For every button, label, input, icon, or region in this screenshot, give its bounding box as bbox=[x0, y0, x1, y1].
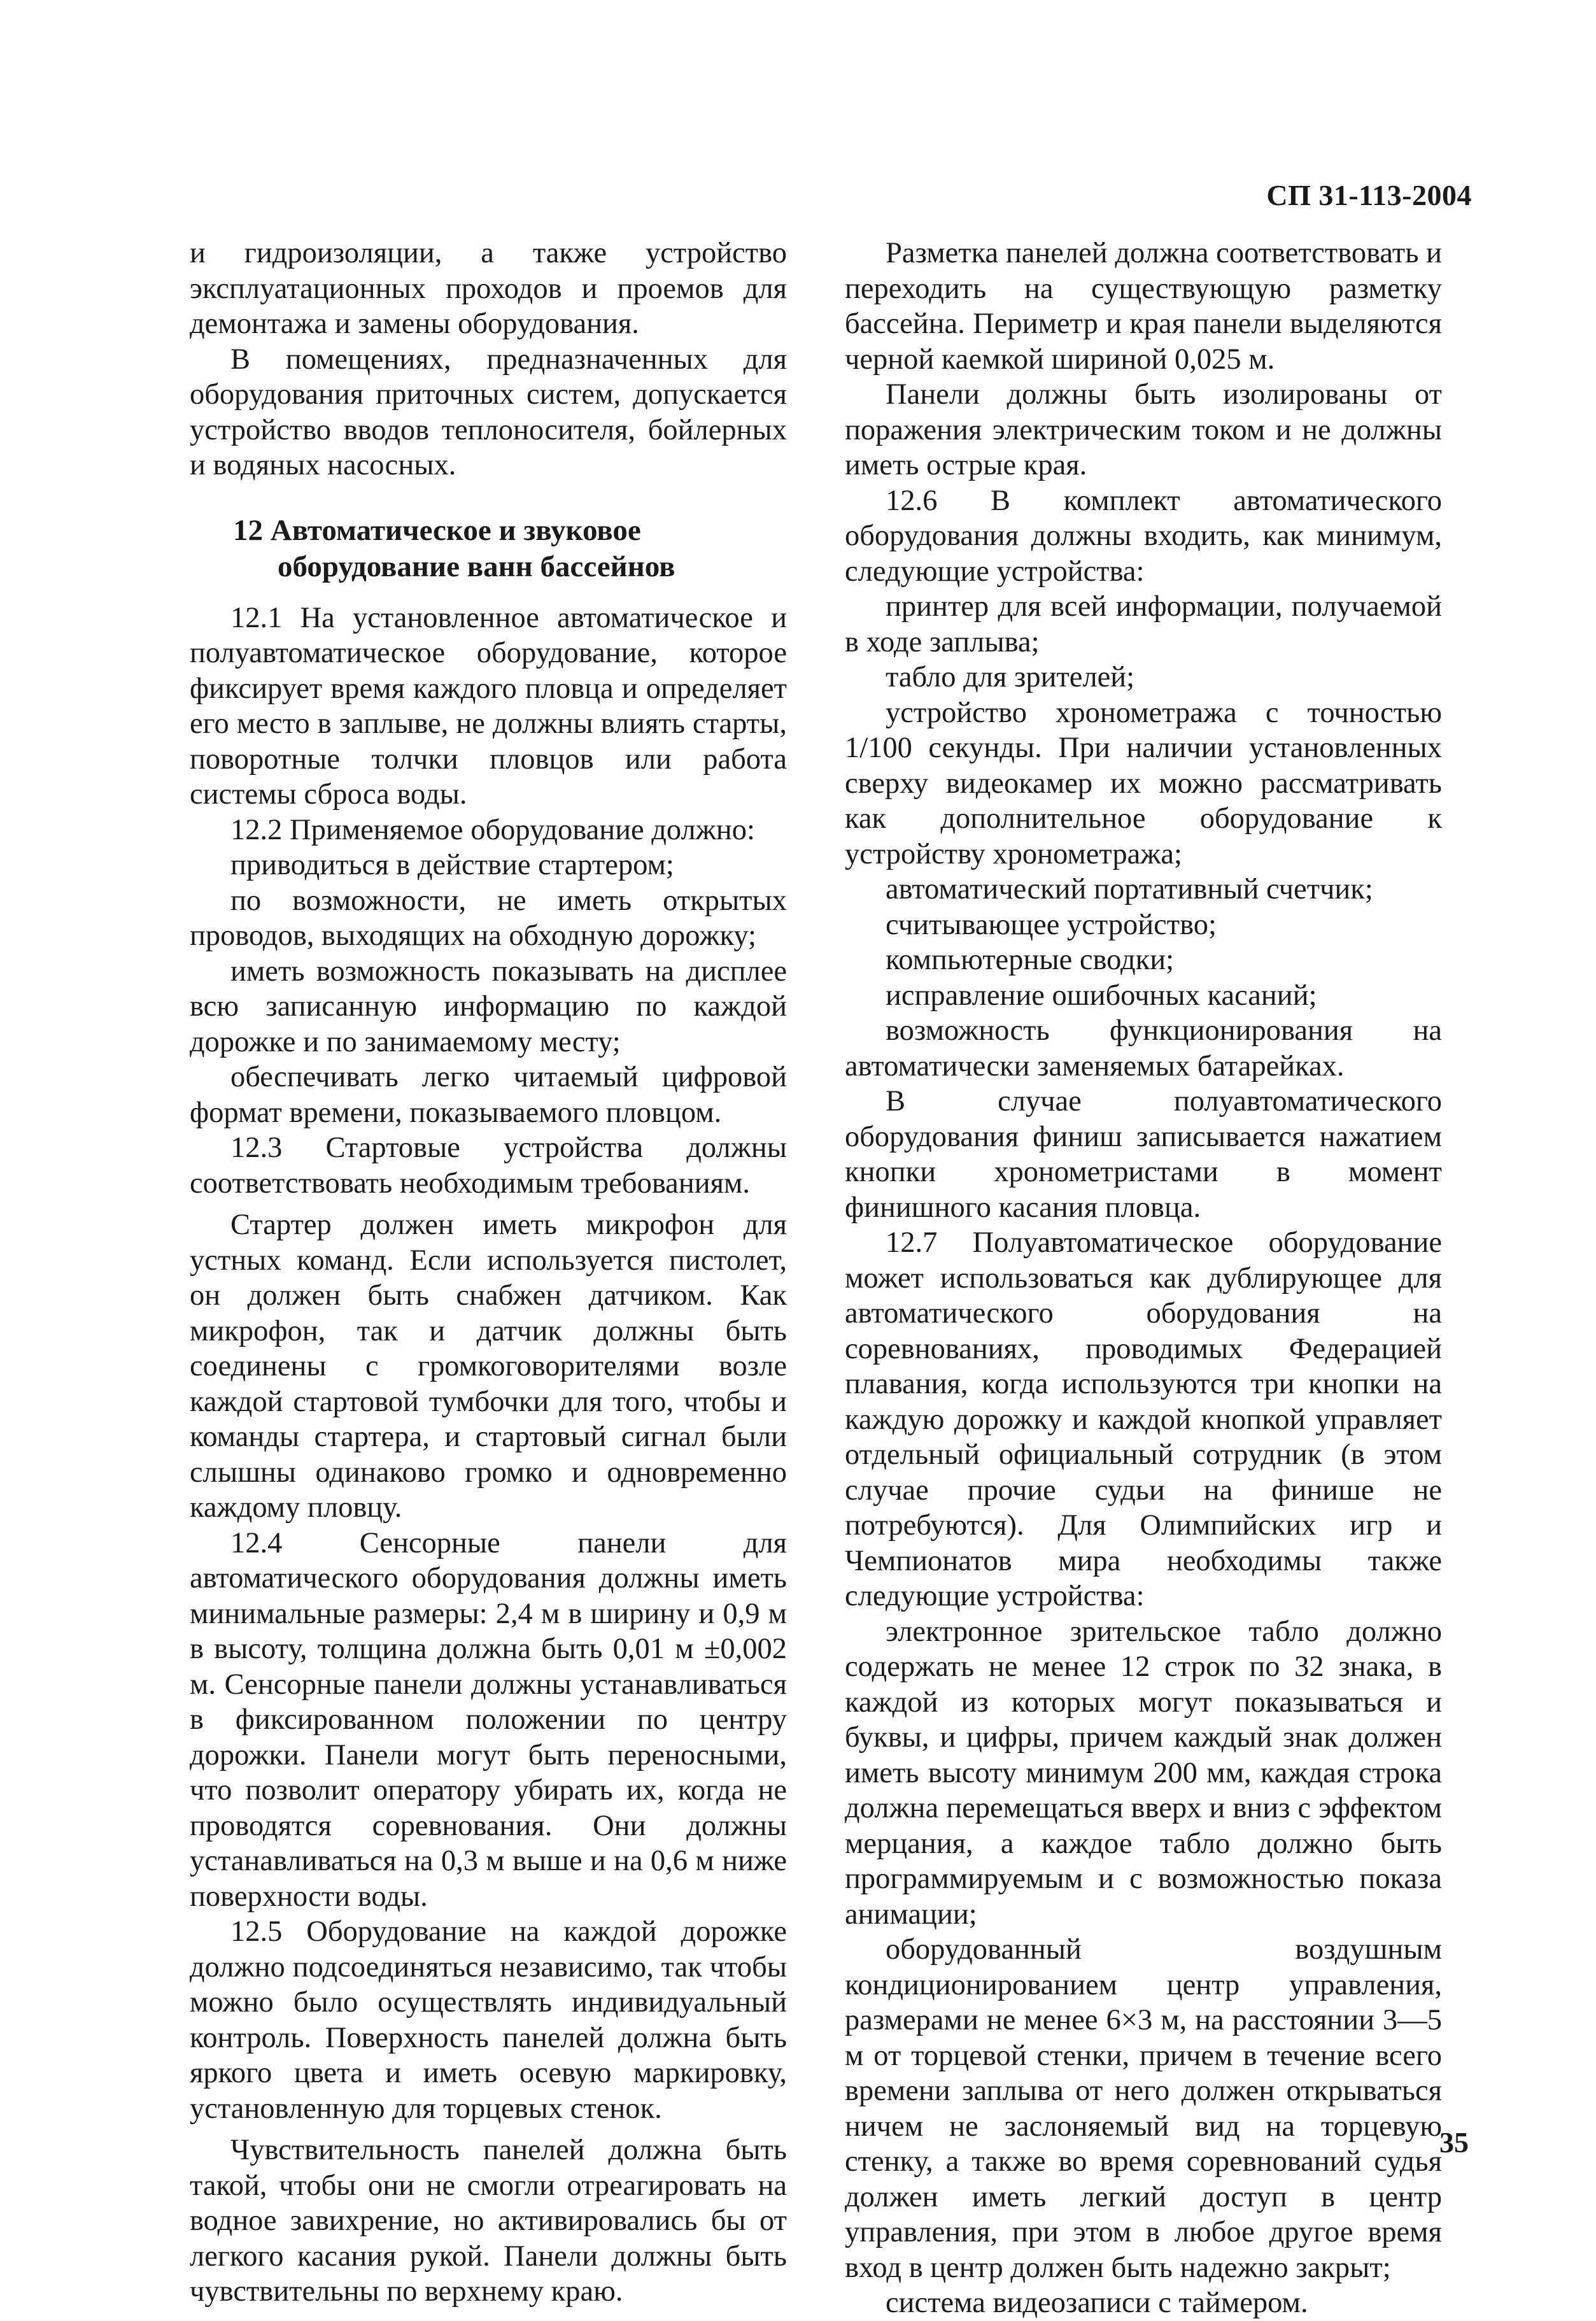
paragraph-12-4: 12.4 Сенсорные панели для автоматического оборудования должны иметь минимальные размеры: 2,4 м в ширину и 0,9 м в высоту, толщина должна быть 0,01 м ±0,002 м. Сенсорные панели должны устанавливаться в фиксированном положении по центру дорожки. Панели могут быть переносными, что позволит оператору убирать их, когда не проводятся соревнования. Они должны устанавливаться на 0,3 м выше и на 0,6 м ниже поверхности воды. bbox=[190, 1526, 787, 1913]
list-item-12-7-a: электронное зрительское табло должно содержать не менее 12 строк по 32 знака, в каждой из которых могут показываться и буквы, и цифры, причем каждый знак должен иметь высоту минимум 200 мм, каждая строка должна перемещаться вверх и вниз с эффектом мерцания, а каждое табло должно быть программируемым и с возможностью показа анимации; bbox=[845, 1615, 1442, 1931]
paragraph-12-6: 12.6 В комплект автоматического оборудования должны входить, как минимум, следующие устройства: bbox=[845, 484, 1442, 588]
section-heading bbox=[233, 513, 787, 585]
paragraph-12-3: 12.3 Стартовые устройства должны соответствовать необходимым требованиям. bbox=[190, 1132, 787, 1200]
list-item-12-6-d: автоматический портативный счетчик; bbox=[886, 873, 1373, 905]
list-item-12-2-d: обеспечивать легко читаемый цифровой формат времени, показываемого пловцом. bbox=[190, 1061, 787, 1129]
list-item-12-7-c: система видеозаписи с таймером. bbox=[886, 2287, 1308, 2319]
list-item-12-6-h: возможность функционирования на автоматически заменяемых батарейках. bbox=[845, 1014, 1442, 1082]
paragraph-supply-rooms: В помещениях, предназначенных для оборудования приточных систем, допускается устройство вводов теплоносителя, бойлерных и водяных насосных. bbox=[190, 343, 787, 481]
left-column bbox=[190, 236, 787, 2310]
paragraph-12-5: 12.5 Оборудование на каждой дорожке должно подсоединяться независимо, так чтобы можно было осуществлять индивидуальный контроль. Поверхность панелей должна быть яркого цвета и иметь осевую маркировку, установленную для торцевых стенок. bbox=[190, 1915, 787, 2125]
paragraph-12-2: 12.2 Применяемое оборудование должно: bbox=[230, 813, 755, 846]
paragraph-sensitivity: Чувствительность панелей должна быть такой, чтобы они не смогли отреагировать на водное завихрение, но активировались бы от легкого касания рукой. Панели должны быть чувствительны по верхнему краю. bbox=[190, 2134, 787, 2308]
paragraph-12-1: 12.1 На установленное автоматическое и полуавтоматическое оборудование, которое фиксирует время каждого пловца и определяет его место в заплыве, не должны влиять старты, поворотные толчки пловцов или работа системы сброса воды. bbox=[190, 601, 787, 811]
paragraph-continuation: и гидроизоляции, а также устройство эксплуатационных проходов и проемов для демонтажа и замены оборудования. bbox=[190, 237, 787, 340]
list-item-12-6-e: считывающее устройство; bbox=[886, 908, 1217, 941]
list-item-12-7-b: оборудованный воздушным кондиционированием центр управления, размерами не менее 6×3 м, на расстоянии 3—5 м от торцевой стенки, причем в течение всего времени заплыва от него должен открываться ничем не заслоняемый вид на торцевую стенку, а также во время соревнований судья должен иметь легкий доступ в центр управления, при этом в любое другое время вход в центр должен быть надежно закрыт; bbox=[845, 1933, 1442, 2284]
list-item-12-6-b: табло для зрителей; bbox=[886, 661, 1135, 693]
paragraph-insulated: Панели должны быть изолированы от поражения электрическим током и не должны иметь острые края. bbox=[845, 378, 1442, 481]
section-heading-line1: 12 Автоматическое и звуковое bbox=[233, 513, 641, 547]
paragraph-semi-auto: В случае полуавтоматического оборудования финиш записывается нажатием кнопки хронометристами в момент финишного касания пловца. bbox=[845, 1085, 1442, 1224]
paragraph-starter: Стартер должен иметь микрофон для устных команд. Если используется пистолет, он должен быть снабжен датчиком. Как микрофон, так и датчик должны быть соединены с громкоговорителями возле каждой стартовой тумбочки для того, чтобы и команды стартера, и стартовый сигнал были слышны одинаково громко и одновременно каждому пловцу. bbox=[190, 1209, 787, 1524]
section-heading-line2: оборудование ванн бассейнов bbox=[278, 550, 675, 583]
list-item-12-2-c: иметь возможность показывать на дисплее всю записанную информацию по каждой дорожке и по занимаемому месту; bbox=[190, 955, 787, 1058]
list-item-12-2-b: по возможности, не иметь открытых проводов, выходящих на обходную дорожку; bbox=[190, 884, 787, 952]
page-number: 35 bbox=[1439, 2126, 1469, 2159]
paragraph-12-7: 12.7 Полуавтоматическое оборудование может использоваться как дублирующее для автоматического оборудования на соревнованиях, проводимых Федерацией плавания, когда используются три кнопки на каждую дорожку и каждой кнопкой управляет отдельный официальный сотрудник (в этом случае прочие судьи на финише не потребуются). Для Олимпийских игр и Чемпионатов мира необходимы также следующие устройства: bbox=[845, 1226, 1442, 1612]
list-item-12-6-c: устройство хронометража с точностью 1/100 секунды. При наличии установленных сверху видеокамер их можно рассматривать как дополнительное оборудование к устройству хронометража; bbox=[845, 696, 1442, 870]
list-item-12-2-a: приводиться в действие стартером; bbox=[230, 849, 674, 881]
list-item-12-6-g: исправление ошибочных касаний; bbox=[886, 979, 1317, 1012]
paragraph-marking: Разметка панелей должна соответствовать и переходить на существующую разметку бассейна. Периметр и края панели выделяются черной каемкой шириной 0,025 м. bbox=[845, 237, 1442, 376]
list-item-12-6-f: компьютерные сводки; bbox=[886, 944, 1175, 976]
list-item-12-6-a: принтер для всей информации, получаемой в ходе заплыва; bbox=[845, 590, 1442, 658]
document-code-header: СП 31-113-2004 bbox=[1266, 179, 1472, 211]
right-column bbox=[845, 236, 1442, 2321]
